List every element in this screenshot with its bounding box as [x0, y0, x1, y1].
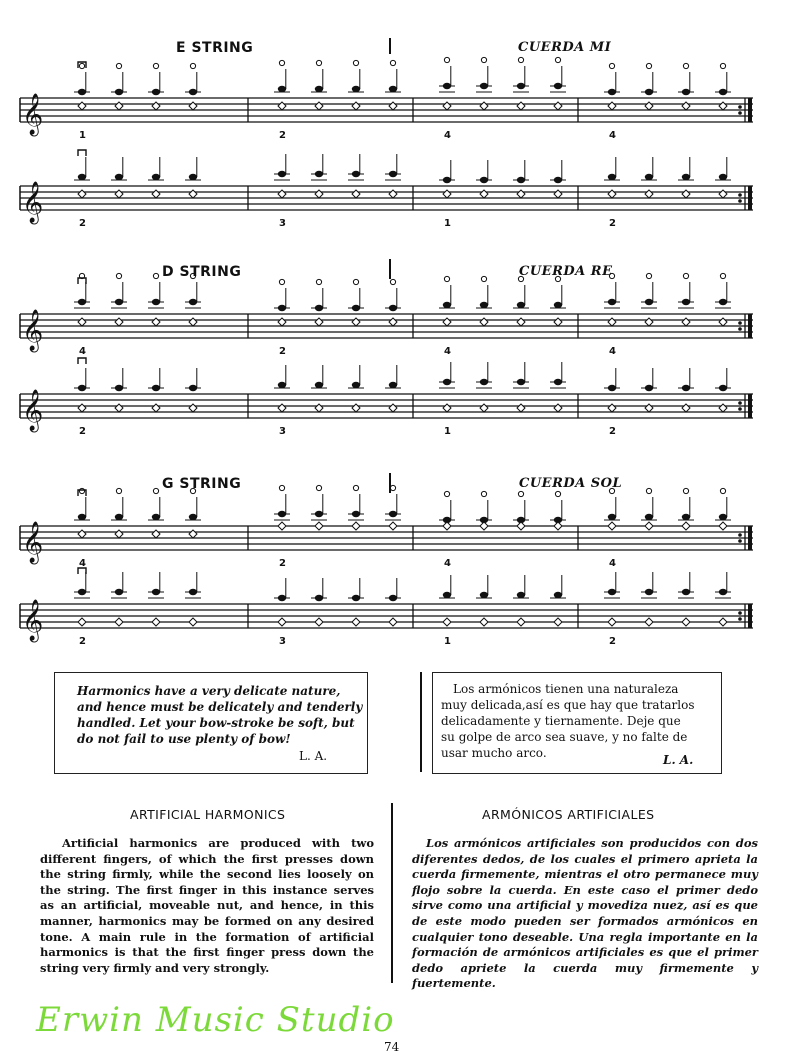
harmonic-diamond-head: [315, 190, 323, 198]
harmonic-circle-icon: [353, 485, 358, 490]
fingering-number: 4: [444, 346, 451, 357]
harmonic-diamond-head: [443, 190, 451, 198]
page-number: 74: [384, 1040, 400, 1054]
note-head: [315, 382, 323, 388]
harmonic-circle-icon: [646, 488, 651, 493]
staff-system-e2: [20, 158, 760, 248]
note-es-line: su golpe de arco sea suave, y no falte de: [441, 730, 688, 744]
fingering-number: 4: [609, 346, 616, 357]
harmonic-diamond-head: [554, 522, 562, 530]
harmonic-diamond-head: [115, 618, 123, 626]
fingering-number: 2: [609, 426, 616, 437]
harmonic-diamond-head: [645, 404, 653, 412]
harmonic-diamond-head: [152, 102, 160, 110]
repeat-dot: [738, 199, 742, 203]
note-divider: [420, 672, 422, 772]
harmonic-diamond-head: [480, 190, 488, 198]
note-head: [152, 514, 160, 520]
repeat-dot: [738, 105, 742, 109]
note-es-line: Los armónicos tienen una naturaleza: [453, 682, 679, 696]
harmonic-diamond-head: [189, 530, 197, 538]
fingering-number: 4: [444, 558, 451, 569]
treble-clef-icon: 𝄞: [22, 390, 44, 431]
note-en-line: handled. Let your bow-stroke be soft, but: [77, 716, 355, 730]
harmonic-diamond-head: [480, 404, 488, 412]
repeat-dot: [738, 533, 742, 537]
harmonic-diamond-head: [152, 530, 160, 538]
harmonic-diamond-head: [78, 530, 86, 538]
fingering-number: 2: [79, 218, 86, 229]
harmonic-diamond-head: [645, 522, 653, 530]
staff-system-e1: [20, 70, 760, 160]
e-string-heading: E STRING: [176, 40, 254, 56]
fingering-number: 3: [279, 426, 286, 437]
harmonic-diamond-head: [389, 618, 397, 626]
harmonic-circle-icon: [116, 63, 121, 68]
fingering-number: 2: [279, 346, 286, 357]
harmonic-diamond-head: [645, 318, 653, 326]
harmonic-diamond-head: [115, 318, 123, 326]
note-head: [682, 174, 690, 180]
harmonic-diamond-head: [78, 318, 86, 326]
harmonic-diamond-head: [278, 318, 286, 326]
harmonic-diamond-head: [278, 618, 286, 626]
fingering-number: 1: [444, 636, 451, 647]
harmonic-diamond-head: [389, 318, 397, 326]
spanish-note-box: [432, 672, 722, 774]
harmonic-circle-icon: [316, 485, 321, 490]
harmonic-circle-icon: [646, 63, 651, 68]
harmonic-circle-icon: [720, 273, 725, 278]
harmonic-diamond-head: [352, 190, 360, 198]
harmonic-diamond-head: [682, 618, 690, 626]
heading-divider: [389, 38, 391, 54]
harmonic-diamond-head: [189, 102, 197, 110]
harmonic-circle-icon: [353, 279, 358, 284]
armonicos-artificiales-title: ARMÓNICOS ARTIFICIALES: [482, 807, 655, 822]
harmonic-circle-icon: [683, 63, 688, 68]
harmonic-diamond-head: [608, 318, 616, 326]
fingering-number: 2: [609, 218, 616, 229]
harmonic-diamond-head: [78, 102, 86, 110]
note-head: [189, 174, 197, 180]
harmonic-diamond-head: [115, 190, 123, 198]
harmonic-diamond-head: [389, 522, 397, 530]
harmonic-diamond-head: [645, 190, 653, 198]
harmonic-diamond-head: [517, 404, 525, 412]
fingering-number: 4: [609, 558, 616, 569]
note-head: [352, 382, 360, 388]
note-head: [389, 86, 397, 92]
repeat-dot: [738, 321, 742, 325]
repeat-dot: [738, 407, 742, 411]
harmonic-circle-icon: [555, 491, 560, 496]
repeat-dot: [738, 611, 742, 615]
staff-system-g2: [20, 576, 760, 666]
harmonic-circle-icon: [481, 276, 486, 281]
treble-clef-icon: 𝄞: [22, 600, 44, 641]
note-head: [315, 86, 323, 92]
harmonic-diamond-head: [554, 318, 562, 326]
staff-system-g1: [20, 498, 760, 588]
harmonic-diamond-head: [480, 102, 488, 110]
fingering-number: 1: [444, 218, 451, 229]
staff-system-d1: [20, 286, 760, 376]
harmonic-circle-icon: [316, 279, 321, 284]
column-divider: [391, 803, 393, 983]
harmonic-diamond-head: [608, 190, 616, 198]
harmonic-diamond-head: [608, 618, 616, 626]
harmonic-diamond-head: [315, 318, 323, 326]
harmonic-circle-icon: [720, 488, 725, 493]
harmonic-diamond-head: [719, 190, 727, 198]
harmonic-circle-icon: [609, 63, 614, 68]
harmonic-diamond-head: [682, 190, 690, 198]
harmonic-diamond-head: [682, 404, 690, 412]
g-string-heading: G STRING: [162, 476, 242, 492]
harmonic-circle-icon: [444, 276, 449, 281]
fingering-number: 2: [79, 636, 86, 647]
harmonic-diamond-head: [517, 522, 525, 530]
harmonic-diamond-head: [389, 102, 397, 110]
harmonic-circle-icon: [646, 273, 651, 278]
note-head: [645, 514, 653, 520]
harmonic-circle-icon: [116, 273, 121, 278]
harmonic-circle-icon: [555, 57, 560, 62]
harmonic-diamond-head: [443, 618, 451, 626]
fingering-number: 3: [279, 218, 286, 229]
harmonic-diamond-head: [78, 618, 86, 626]
harmonic-circle-icon: [390, 60, 395, 65]
harmonic-diamond-head: [517, 190, 525, 198]
harmonic-circle-icon: [79, 63, 84, 68]
harmonic-circle-icon: [190, 63, 195, 68]
treble-clef-icon: 𝄞: [22, 310, 44, 351]
note-head: [517, 592, 525, 598]
harmonic-circle-icon: [390, 279, 395, 284]
harmonic-diamond-head: [554, 618, 562, 626]
note-head: [115, 174, 123, 180]
note-en-line: do not fail to use plenty of bow!: [77, 732, 291, 746]
harmonic-diamond-head: [719, 618, 727, 626]
note-head: [719, 514, 727, 520]
treble-clef-icon: 𝄞: [22, 94, 44, 135]
harmonic-circle-icon: [518, 491, 523, 496]
harmonic-diamond-head: [719, 318, 727, 326]
fingering-number: 4: [444, 130, 451, 141]
harmonic-circle-icon: [444, 57, 449, 62]
treble-clef-icon: 𝄞: [22, 182, 44, 223]
note-head: [608, 514, 616, 520]
note-head: [189, 514, 197, 520]
note-head: [78, 174, 86, 180]
harmonic-diamond-head: [189, 404, 197, 412]
harmonic-diamond-head: [189, 618, 197, 626]
harmonic-diamond-head: [278, 404, 286, 412]
note-head: [682, 514, 690, 520]
note-head: [389, 382, 397, 388]
harmonic-diamond-head: [189, 190, 197, 198]
harmonic-diamond-head: [278, 102, 286, 110]
harmonic-diamond-head: [315, 102, 323, 110]
note-es-signature: L. A.: [663, 753, 694, 767]
note-head: [480, 302, 488, 308]
repeat-dot: [738, 111, 742, 115]
note-head: [480, 592, 488, 598]
harmonic-diamond-head: [315, 404, 323, 412]
note-head: [78, 514, 86, 520]
harmonic-diamond-head: [480, 318, 488, 326]
fingering-number: 1: [79, 130, 86, 141]
studio-watermark: Erwin Music Studio: [36, 1000, 395, 1040]
harmonic-diamond-head: [682, 522, 690, 530]
harmonic-diamond-head: [608, 522, 616, 530]
harmonic-diamond-head: [352, 318, 360, 326]
harmonic-diamond-head: [352, 618, 360, 626]
harmonic-diamond-head: [352, 522, 360, 530]
harmonic-diamond-head: [517, 318, 525, 326]
harmonic-diamond-head: [682, 318, 690, 326]
repeat-dot: [738, 327, 742, 331]
note-head: [554, 302, 562, 308]
harmonic-diamond-head: [554, 102, 562, 110]
harmonic-circle-icon: [153, 273, 158, 278]
harmonic-circle-icon: [481, 57, 486, 62]
harmonic-diamond-head: [554, 404, 562, 412]
heading-divider: [389, 259, 391, 279]
note-es-line: muy delicada,así es que hay que tratarlos: [441, 698, 695, 712]
harmonic-diamond-head: [554, 190, 562, 198]
harmonic-diamond-head: [389, 190, 397, 198]
note-head: [443, 302, 451, 308]
fingering-number: 2: [609, 636, 616, 647]
harmonic-circle-icon: [481, 491, 486, 496]
d-string-heading: D STRING: [162, 264, 242, 280]
harmonic-diamond-head: [78, 190, 86, 198]
note-es-line: usar mucho arco.: [441, 746, 547, 760]
harmonic-diamond-head: [278, 522, 286, 530]
note-head: [278, 382, 286, 388]
harmonic-diamond-head: [608, 102, 616, 110]
note-en-line: Harmonics have a very delicate nature,: [77, 684, 341, 698]
harmonic-diamond-head: [152, 618, 160, 626]
harmonic-diamond-head: [719, 102, 727, 110]
note-head: [152, 174, 160, 180]
cuerda-mi-heading: CUERDA MI: [518, 40, 612, 55]
harmonic-diamond-head: [517, 618, 525, 626]
repeat-dot: [738, 193, 742, 197]
cuerda-re-heading: CUERDA RE: [519, 264, 613, 279]
harmonic-circle-icon: [279, 60, 284, 65]
harmonic-diamond-head: [480, 522, 488, 530]
harmonic-circle-icon: [279, 485, 284, 490]
artificial-harmonics-title: ARTIFICIAL HARMONICS: [130, 807, 286, 822]
harmonic-diamond-head: [443, 522, 451, 530]
harmonic-diamond-head: [682, 102, 690, 110]
harmonic-diamond-head: [152, 318, 160, 326]
harmonic-diamond-head: [115, 102, 123, 110]
treble-clef-icon: 𝄞: [22, 522, 44, 563]
harmonic-diamond-head: [352, 404, 360, 412]
fingering-number: 2: [279, 558, 286, 569]
harmonic-circle-icon: [316, 60, 321, 65]
harmonic-diamond-head: [352, 102, 360, 110]
harmonic-diamond-head: [389, 404, 397, 412]
note-en-signature: L. A.: [299, 749, 328, 763]
fingering-number: 2: [79, 426, 86, 437]
harmonic-diamond-head: [78, 404, 86, 412]
harmonic-diamond-head: [443, 318, 451, 326]
harmonic-diamond-head: [115, 530, 123, 538]
note-head: [517, 302, 525, 308]
harmonic-circle-icon: [79, 488, 84, 493]
fingering-number: 4: [609, 130, 616, 141]
harmonic-diamond-head: [645, 618, 653, 626]
repeat-dot: [738, 617, 742, 621]
staff-system-d2: [20, 366, 760, 456]
note-es-line: delicadamente y tiernamente. Deje que: [441, 714, 681, 728]
harmonic-circle-icon: [444, 491, 449, 496]
note-head: [352, 86, 360, 92]
note-head: [719, 174, 727, 180]
note-head: [278, 86, 286, 92]
artificial-en-body: Artificial harmonics are produced with two different fingers, of which the first presses down the string firmly, while the second lies loosely on the string. The first finger in this instance serves as an artificial, moveable nut, and hence, in this manner, harmonics may be formed on any desired tone. A main rule in the formation of artificial harmonics is that the first finger press down the string very firmly and very strongly.: [40, 836, 374, 975]
harmonic-circle-icon: [683, 273, 688, 278]
harmonic-diamond-head: [480, 618, 488, 626]
harmonic-circle-icon: [279, 279, 284, 284]
harmonic-diamond-head: [719, 522, 727, 530]
harmonic-diamond-head: [443, 404, 451, 412]
harmonic-diamond-head: [115, 404, 123, 412]
harmonic-circle-icon: [153, 488, 158, 493]
harmonic-diamond-head: [719, 404, 727, 412]
note-head: [554, 592, 562, 598]
harmonic-diamond-head: [443, 102, 451, 110]
harmonic-diamond-head: [278, 190, 286, 198]
harmonic-diamond-head: [517, 102, 525, 110]
repeat-dot: [738, 539, 742, 543]
harmonic-circle-icon: [353, 60, 358, 65]
harmonic-circle-icon: [683, 488, 688, 493]
note-en-line: and hence must be delicately and tenderly: [77, 700, 363, 714]
fingering-number: 3: [279, 636, 286, 647]
english-note-box: [54, 672, 368, 774]
fingering-number: 1: [444, 426, 451, 437]
note-head: [115, 514, 123, 520]
note-head: [608, 174, 616, 180]
fingering-number: 2: [279, 130, 286, 141]
harmonic-circle-icon: [518, 57, 523, 62]
harmonic-diamond-head: [152, 190, 160, 198]
harmonic-circle-icon: [153, 63, 158, 68]
harmonic-circle-icon: [116, 488, 121, 493]
harmonic-diamond-head: [189, 318, 197, 326]
note-head: [645, 174, 653, 180]
harmonic-circle-icon: [390, 485, 395, 490]
fingering-number: 4: [79, 346, 86, 357]
note-head: [443, 592, 451, 598]
harmonic-diamond-head: [608, 404, 616, 412]
harmonic-diamond-head: [152, 404, 160, 412]
harmonic-diamond-head: [315, 522, 323, 530]
repeat-dot: [738, 401, 742, 405]
harmonic-diamond-head: [315, 618, 323, 626]
artificial-es-body: Los armónicos artificiales son producidos con dos diferentes dedos, de los cuales el primero aprieta la cuerda firmemente, mientras el otro permanece muy flojo sobre la cuerda. En este caso el primer dedo sirve como una artificial y movediza nuez, así es que de este modo pueden ser formados armónicos en cualquier tono deseable. Una regla importante en la formación de armónicos artificiales es que el primer dedo apriete la cuerda muy firmemente y fuertemente.: [412, 836, 758, 991]
harmonic-diamond-head: [645, 102, 653, 110]
fingering-number: 4: [79, 558, 86, 569]
cuerda-sol-heading: CUERDA SOL: [519, 476, 623, 491]
harmonic-circle-icon: [720, 63, 725, 68]
